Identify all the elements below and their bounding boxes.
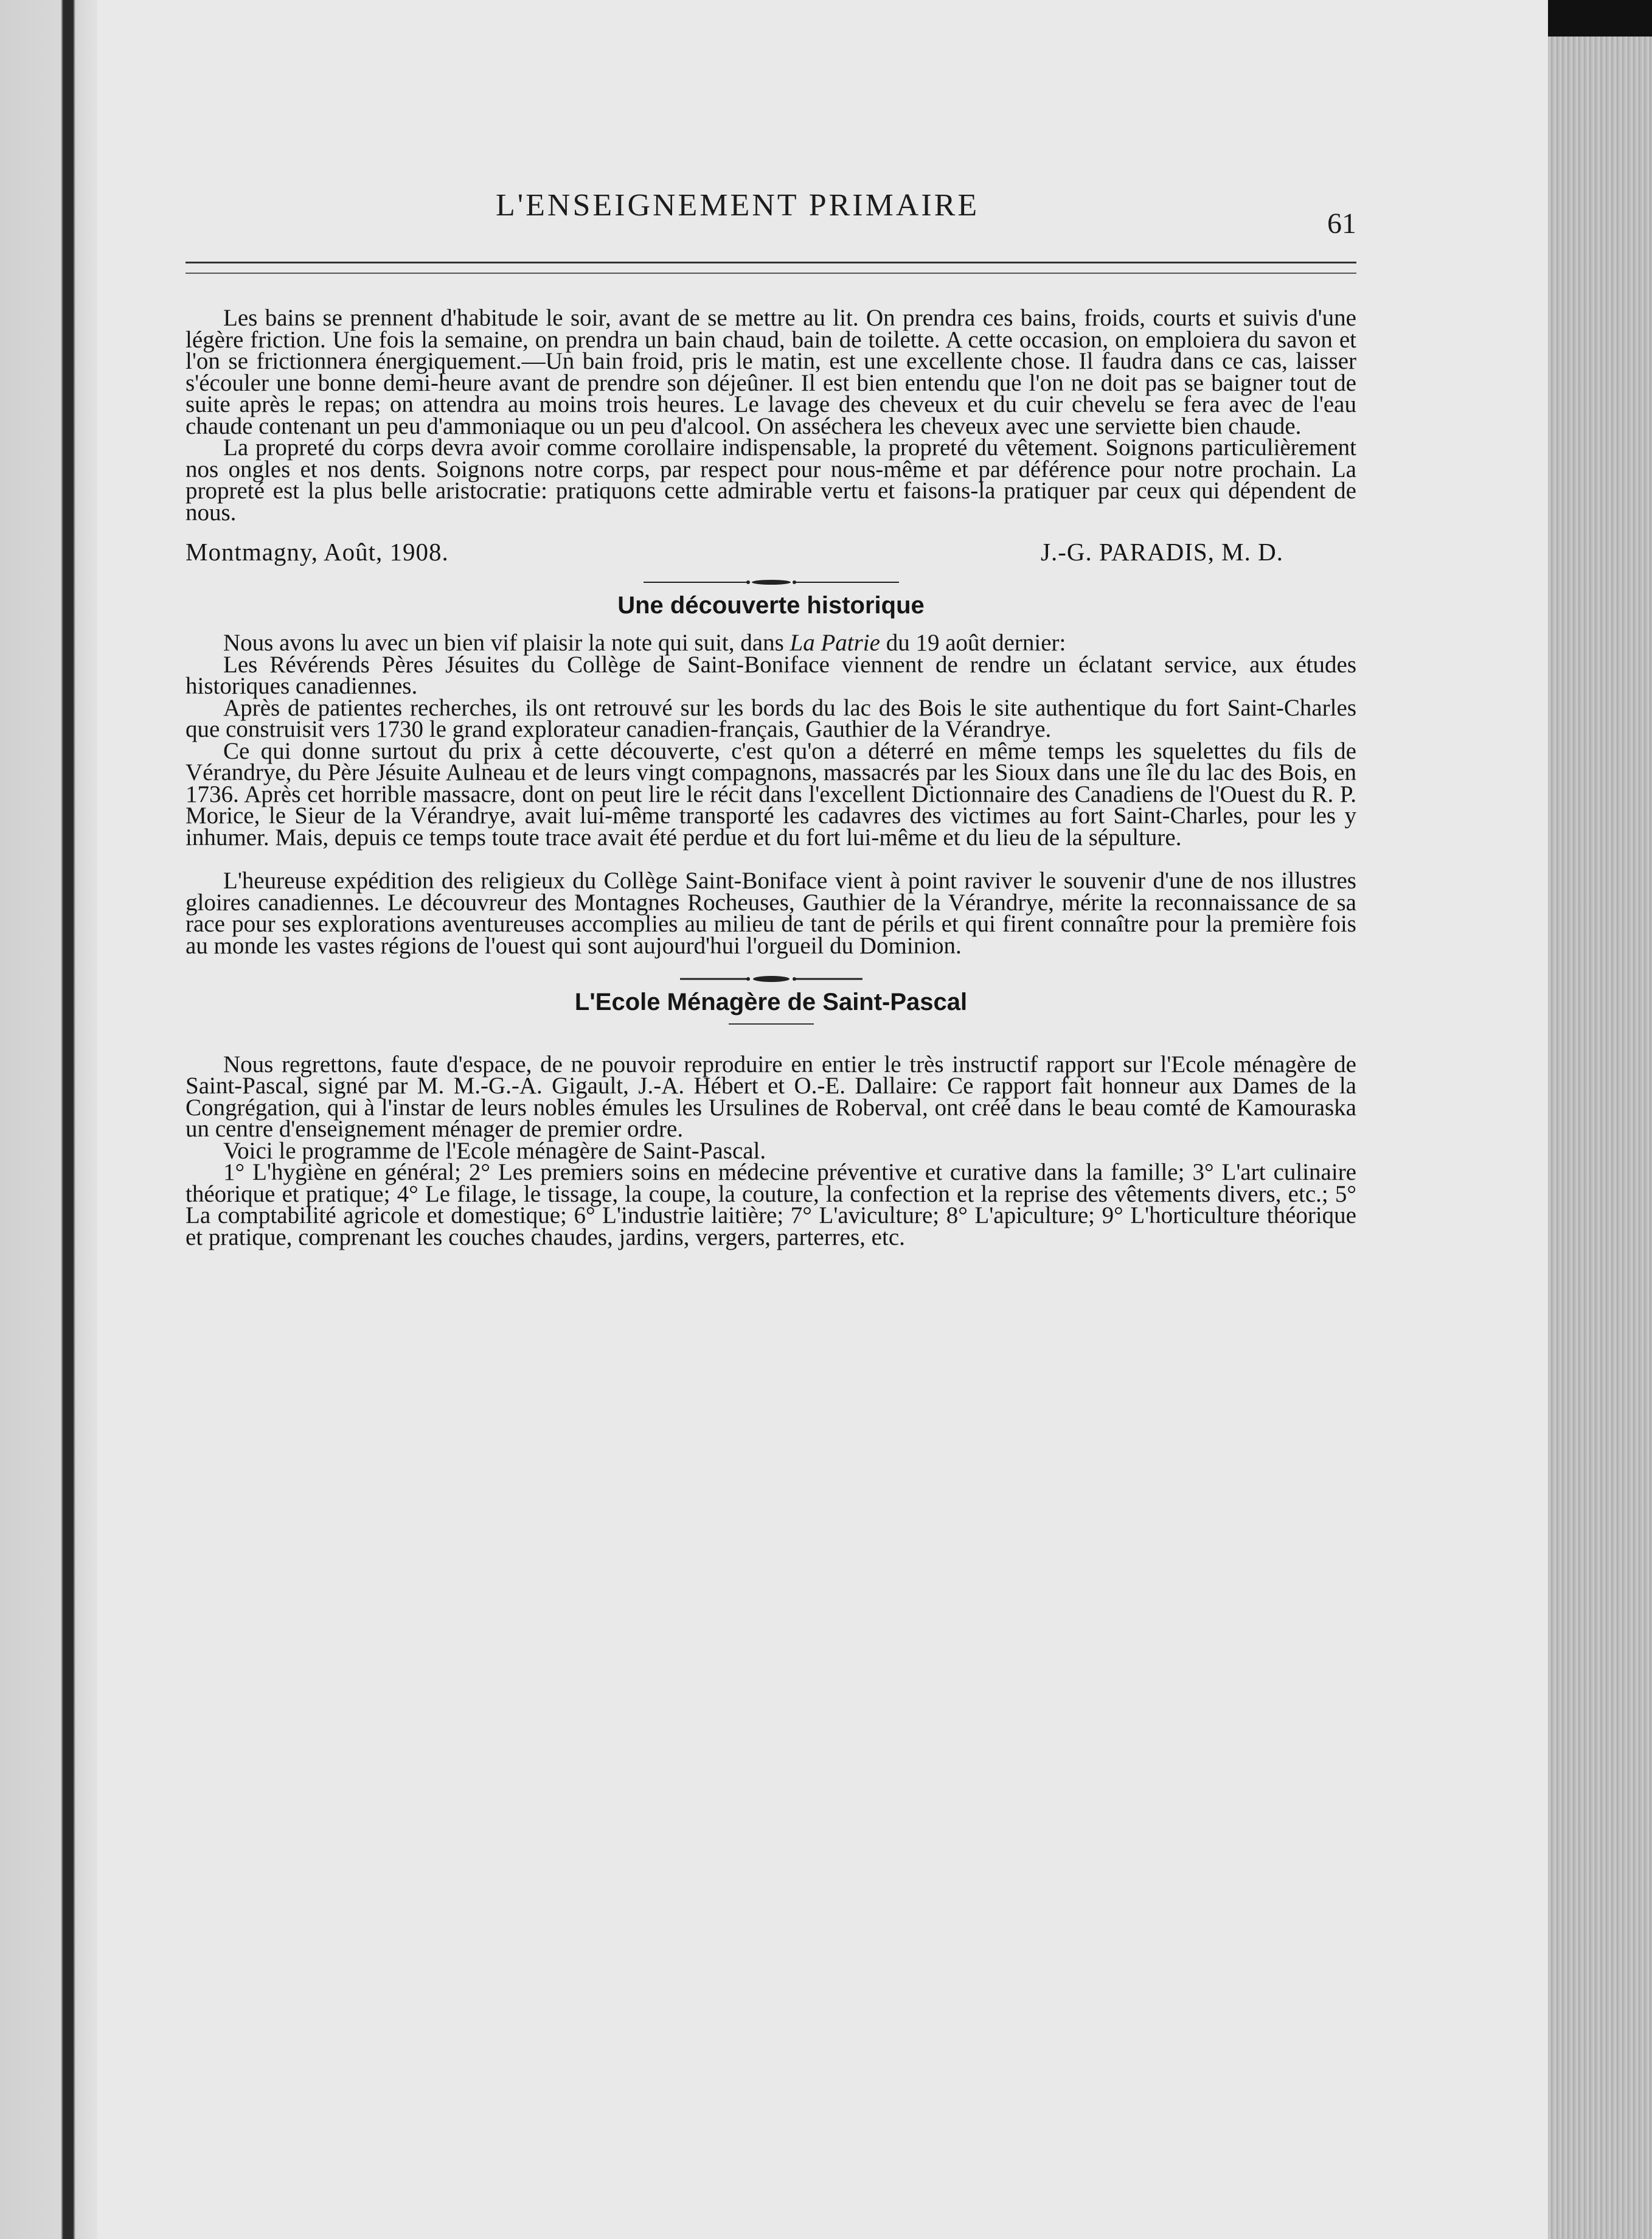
paragraph: Les Révérends Pères Jésuites du Collège de Saint-Boniface viennent de rendre un éclatant service, aux études historiques canadiennes. xyxy=(186,651,1356,699)
ecole-section xyxy=(186,989,1356,1250)
section-heading: Une découverte historique xyxy=(617,591,925,619)
paragraph: Les bains se prennent d'habitude le soir, avant de se mettre au lit. On prendra ces bains, froids, courts et suivis d'une légère friction. Une fois la semaine, on prendra un bain chaud, bain de toilette. A cette occasion, on emploiera du savon et l'on se frictionnera énergiquement.—Un bain froid, pris le matin, est une excellente chose. Il faudra dans ce cas, laisser s'écouler une bonne demi-heure avant de prendre son déjeûner. Il est bien entendu que l'on ne doit pas se baigner tout de suite après le repas; on attendra au moins trois heures. Le lavage des cheveux et du cuir chevelu se fera avec de l'eau chaude contenant un peu d'ammoniaque ou un peu d'alcool. On asséchera les cheveux avec une serviette bien chaude. xyxy=(186,305,1356,439)
page-body xyxy=(186,307,1356,1248)
place-date: Montmagny, Août, 1908. xyxy=(186,538,449,566)
paragraph: L'heureuse expédition des religieux du Collège Saint-Boniface vient à point raviver le souvenir d'une de nos illustres gloires canadiennes. Le découvreur des Montagnes Rocheuses, Gauthier de la Vérandrye, mérite la reconnaissance de sa race pour ses explorations aventureuses accomplies au milieu de tant de périls et qui firent connaître pour la première fois au monde les vastes régions de l'ouest qui sont aujourd'hui l'orgueil du Dominion. xyxy=(186,868,1356,959)
signature-line xyxy=(186,538,1356,566)
section-ornament xyxy=(186,578,1356,587)
paragraph: Nous regrettons, faute d'espace, de ne pouvoir reproduire en entier le très instructif rapport sur l'Ecole ménagère de Saint-Pascal, signé par M. M.-G.-A. Gigault, J.-A. Hébert et O.-E. Dallaire: Ce rapport fait honneur aux Dames de la Congrégation, qui à l'instar de leurs nobles émules les Ursulines de Roberval, ont créé dans le beau comté de Kamouraska un centre d'enseignement ménager de premier ordre. xyxy=(186,1051,1356,1142)
paragraph: Après de patientes recherches, ils ont retrouvé sur les bords du lac des Bois le site authentique du fort Saint-Charles que construisit vers 1730 le grand explorateur canadien-français, Gauthier de la Vérandrye. xyxy=(186,694,1356,742)
book-binding-edge xyxy=(0,0,103,2239)
hygiene-section xyxy=(186,305,1356,566)
running-head xyxy=(186,188,1356,243)
header-rule-thin xyxy=(186,273,1356,274)
paragraph: La propreté du corps devra avoir comme corollaire indispensable, la propreté du vêtement. Soignons particulièrement nos ongles et nos dents. Soignons notre corps, par respect pour nous-même et par déférence pour notre prochain. La propreté est la plus belle aristocratie: pratiquons cette admirable vertu et faisons-la pratiquer par ceux qui dépendent de nous. xyxy=(186,434,1356,526)
page-stack-edge xyxy=(1548,37,1652,2239)
paragraph: Voici le programme de l'Ecole ménagère de Saint-Pascal. xyxy=(223,1137,766,1164)
dark-corner xyxy=(1548,0,1652,37)
source-title: La Patrie xyxy=(790,630,880,656)
section-ornament xyxy=(186,975,1356,983)
author: J.-G. PARADIS, M. D. xyxy=(1041,538,1283,566)
program-list: 1° L'hygiène en général; 2° Les premiers soins en médecine préventive et curative dans la famille; 3° L'art culinaire théorique et pratique; 4° Le filage, le tissage, la coupe, la couture, la confection et la reprise des vêtements divers, etc.; 5° La comptabilité agricole et domestique; 6° L'industrie laitière; 7° L'aviculture; 8° L'apiculture; 9° L'horticulture théorique et pratique, comprenant les couches chaudes, jardins, vergers, parterres, etc. xyxy=(186,1159,1356,1250)
section-heading: L'Ecole Ménagère de Saint-Pascal xyxy=(574,989,968,1015)
running-title: L'ENSEIGNEMENT PRIMAIRE xyxy=(496,188,980,223)
decouverte-section xyxy=(186,591,1356,959)
page-number: 61 xyxy=(1327,207,1356,240)
heading-rule xyxy=(729,1023,814,1025)
paragraph: Ce qui donne surtout du prix à cette découverte, c'est qu'on a déterré en même temps les squelettes du fils de Vérandrye, du Père Jésuite Aulneau et de leurs vingt compagnons, massacrés par les Sioux dans une île du lac des Bois, en 1736. Après cet horrible massacre, dont on peut lire le récit dans l'excellent Dictionnaire des Canadiens de l'Ouest du R. P. Morice, le Sieur de la Vérandrye, avait lui-même transporté les cadavres des victimes au fort Saint-Charles, pour les y inhumer. Mais, depuis ce temps toute trace avait été perdue et du fort lui-même et du lieu de la sépulture. xyxy=(186,737,1356,851)
intro-paragraph: Nous avons lu avec un bien vif plaisir la note qui suit, dans La Patrie du 19 août dernier: xyxy=(223,630,1066,656)
header-rule xyxy=(186,262,1356,263)
